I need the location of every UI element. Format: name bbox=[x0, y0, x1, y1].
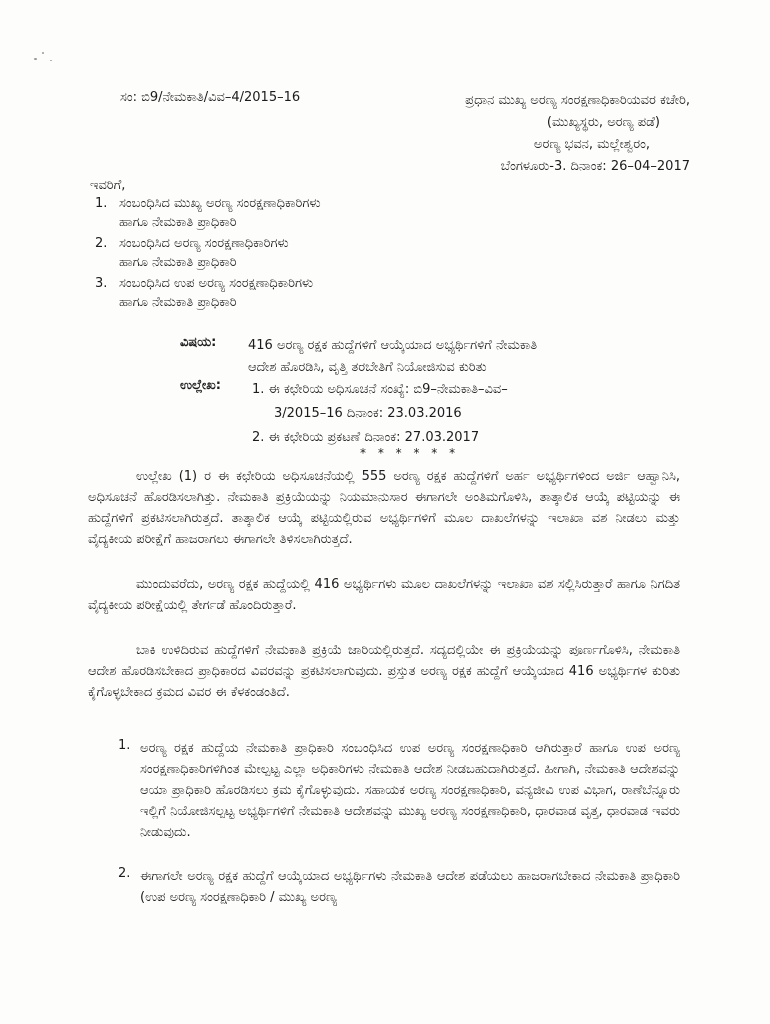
office-date-line: ಬೆಂಗಳೂರು-3. ದಿನಾಂಕ: 26–04–2017 bbox=[500, 159, 690, 174]
office-line: ಅರಣ್ಯ ಭವನ, ಮಲ್ಲೇಶ್ವರಂ, bbox=[533, 137, 650, 152]
paragraph-3 bbox=[88, 640, 680, 703]
recipient-number: 1. bbox=[95, 196, 108, 211]
office-address bbox=[390, 90, 690, 178]
recipient-number: 3. bbox=[95, 276, 108, 291]
recipient-2 bbox=[95, 236, 289, 270]
item-number: 1. bbox=[118, 738, 131, 753]
recipient-3 bbox=[95, 276, 313, 310]
office-line: (ಮುಖ್ಯಸ್ಥರು, ಅರಣ್ಯ ಪಡೆ) bbox=[546, 115, 660, 130]
recipient-number: 2. bbox=[95, 236, 108, 251]
paragraph-text: ಮುಂದುವರೆದು, ಅರಣ್ಯ ರಕ್ಷಕ ಹುದ್ದೆಯಲ್ಲಿ 416 ಅಭ್ಯರ್ಥಿಗಳು ಮೂಲ ದಾಖಲೆಗಳನ್ನು ಇಲಾಖಾ ವಶ ಸಲ್ಲಿಸಿರುತ್ತಾರೆ ಹಾಗೂ ನಿಗದಿತ ವೈದ್ಯಕೀಯ ಪರೀಕ್ಷೆಯಲ್ಲಿ ತೇರ್ಗಡೆ ಹೊಂದಿರುತ್ತಾರೆ. bbox=[88, 577, 680, 613]
list-item-1 bbox=[140, 738, 680, 843]
subject-line: ಆದೇಶ ಹೊರಡಿಸಿ, ವೃತ್ತಿ ತರಬೇತಿಗೆ ನಿಯೋಜಿಸುವ ಕುರಿತು bbox=[248, 360, 487, 375]
office-line: ಪ್ರಧಾನ ಮುಖ್ಯ ಅರಣ್ಯ ಸಂರಕ್ಷಣಾಧಿಕಾರಿಯವರ ಕಚೇರಿ, bbox=[465, 93, 690, 108]
scan-speck bbox=[34, 58, 37, 60]
reference-item: 3/2015–16 ದಿನಾಂಕ: 23.03.2016 bbox=[274, 406, 462, 421]
recipient-line: ಹಾಗೂ ನೇಮಕಾತಿ ಪ್ರಾಧಿಕಾರಿ bbox=[119, 215, 237, 230]
reference-item: 1. ಈ ಕಛೇರಿಯ ಅಧಿಸೂಚನೆ ಸಂಖ್ಯೆ: ಬಿ9–ನೇಮಕಾತಿ–ವಿವ– bbox=[252, 382, 508, 397]
paragraph-text: ಉಲ್ಲೇಖ (1) ರ ಈ ಕಛೇರಿಯ ಅಧಿಸೂಚನೆಯಲ್ಲಿ 555 ಅರಣ್ಯ ರಕ್ಷಕ ಹುದ್ದೆಗಳಿಗೆ ಅರ್ಹ ಅಭ್ಯರ್ಥಿಗಳಿಂದ ಅರ್ಜಿ ಆಹ್ವಾನಿಸಿ, ಅಧಿಸೂಚನೆ ಹೊರಡಿಸಲಾಗಿತ್ತು. ನೇಮಕಾತಿ ಪ್ರಕ್ರಿಯೆಯನ್ನು ನಿಯಮಾನುಸಾರ ಈಗಾಗಲೇ ಅಂತಿಮಗೊಳಿಸಿ, ತಾತ್ಕಾಲಿಕ ಆಯ್ಕೆ ಪಟ್ಟಿಯನ್ನು ಈ ಹುದ್ದೆಗಳಿಗೆ ಪ್ರಕಟಿಸಲಾಗಿರುತ್ತದೆ. ತಾತ್ಕಾಲಿಕ ಆಯ್ಕೆ ಪಟ್ಟಿಯಲ್ಲಿರುವ ಅಭ್ಯರ್ಥಿಗಳಿಗೆ ಮೂಲ ದಾಖಲೆಗಳನ್ನು ಇಲಾಖಾ ವಶ ನೀಡಲು ಮತ್ತು ವೈದ್ಯಕೀಯ ಪರೀಕ್ಷೆಗೆ ಹಾಜರಾಗಲು ಈಗಾಗಲೇ ತಿಳಿಸಲಾಗಿರುತ್ತದೆ. bbox=[88, 469, 680, 547]
subject-label: ವಿಷಯ: bbox=[180, 335, 217, 350]
list-item-text: ಈಗಾಗಲೇ ಅರಣ್ಯ ರಕ್ಷಕ ಹುದ್ದೆಗೆ ಆಯ್ಕೆಯಾದ ಅಭ್ಯರ್ಥಿಗಳು ನೇಮಕಾತಿ ಆದೇಶ ಪಡೆಯಲು ಹಾಜರಾಗಬೇಕಾದ ನೇಮಕಾತಿ ಪ್ರಾಧಿಕಾರಿ (ಉಪ ಅರಣ್ಯ ಸಂರಕ್ಷಣಾಧಿಕಾರಿ / ಮುಖ್ಯ ಅರಣ್ಯ bbox=[140, 869, 680, 905]
recipient-line: ಹಾಗೂ ನೇಮಕಾತಿ ಪ್ರಾಧಿಕಾರಿ bbox=[119, 255, 237, 270]
reference-list bbox=[252, 378, 508, 450]
recipient-line: ಸಂಬಂಧಿಸಿದ ಮುಖ್ಯ ಅರಣ್ಯ ಸಂರಕ್ಷಣಾಧಿಕಾರಿಗಳು bbox=[119, 196, 321, 211]
paragraph-2 bbox=[88, 574, 680, 616]
recipient-1 bbox=[95, 196, 321, 230]
recipient-line: ಸಂಬಂಧಿಸಿದ ಉಪ ಅರಣ್ಯ ಸಂರಕ್ಷಣಾಧಿಕಾರಿಗಳು bbox=[119, 276, 314, 291]
scan-speck bbox=[42, 52, 44, 54]
list-item-2 bbox=[140, 866, 680, 908]
item-number: 2. bbox=[118, 866, 131, 881]
separator-stars: * * * * * * bbox=[360, 446, 460, 460]
recipient-line: ಸಂಬಂಧಿಸಿದ ಅರಣ್ಯ ಸಂರಕ್ಷಣಾಧಿಕಾರಿಗಳು bbox=[119, 236, 289, 251]
reference-item: 2. ಈ ಕಛೇರಿಯ ಪ್ರಕಟಣೆ ದಿನಾಂಕ: 27.03.2017 bbox=[252, 430, 480, 445]
subject-line: 416 ಅರಣ್ಯ ರಕ್ಷಕ ಹುದ್ದೆಗಳಿಗೆ ಆಯ್ಕೆಯಾದ ಅಭ್ಯರ್ಥಿಗಳಿಗೆ ನೇಮಕಾತಿ bbox=[248, 338, 538, 353]
to-label: ಇವರಿಗೆ, bbox=[90, 178, 126, 193]
reference-label: ಉಲ್ಲೇಖ: bbox=[180, 378, 221, 393]
paragraph-1 bbox=[88, 466, 680, 550]
recipient-line: ಹಾಗೂ ನೇಮಕಾತಿ ಪ್ರಾಧಿಕಾರಿ bbox=[119, 295, 237, 310]
subject-text bbox=[248, 335, 537, 379]
list-item-text: ಅರಣ್ಯ ರಕ್ಷಕ ಹುದ್ದೆಯ ನೇಮಕಾತಿ ಪ್ರಾಧಿಕಾರಿ ಸಂಬಂಧಿಸಿದ ಉಪ ಅರಣ್ಯ ಸಂರಕ್ಷಣಾಧಿಕಾರಿ ಆಗಿರುತ್ತಾರೆ ಹಾಗೂ ಉಪ ಅರಣ್ಯ ಸಂರಕ್ಷಣಾಧಿಕಾರಿಗಳಿಗಿಂತ ಮೇಲ್ಪಟ್ಟ ಎಲ್ಲಾ ಅಧಿಕಾರಿಗಳು ನೇಮಕಾತಿ ಆದೇಶ ನೀಡಬಹುದಾಗಿರುತ್ತದೆ. ಹೀಗಾಗಿ, ನೇಮಕಾತಿ ಆದೇಶವನ್ನು ಆಯಾ ಪ್ರಾಧಿಕಾರಿ ಹೊರಡಿಸಲು ಕ್ರಮ ಕೈಗೊಳ್ಳುವುದು. ಸಹಾಯಕ ಅರಣ್ಯ ಸಂರಕ್ಷಣಾಧಿಕಾರಿ, ವನ್ಯಜೀವಿ ಉಪ ವಿಭಾಗ, ರಾಣೆಬೆನ್ನೂರು ಇಲ್ಲಿಗೆ ನಿಯೋಜಿಸಲ್ಪಟ್ಟ ಅಭ್ಯರ್ಥಿಗಳಿಗೆ ನೇಮಕಾತಿ ಆದೇಶವನ್ನು ಮುಖ್ಯ ಅರಣ್ಯ ಸಂರಕ್ಷಣಾಧಿಕಾರಿ, ಧಾರವಾಡ ವೃತ್ತ, ಧಾರವಾಡ ಇವರು ನೀಡುವುದು. bbox=[140, 741, 680, 840]
reference-number: ಸಂ: ಬಿ9/ನೇಮಕಾತಿ/ವಿವ–4/2015–16 bbox=[120, 90, 301, 105]
paragraph-text: ಬಾಕಿ ಉಳಿದಿರುವ ಹುದ್ದೆಗಳಿಗೆ ನೇಮಕಾತಿ ಪ್ರಕ್ರಿಯೆ ಜಾರಿಯಲ್ಲಿರುತ್ತದೆ. ಸದ್ಯದಲ್ಲಿಯೇ ಈ ಪ್ರಕ್ರಿಯೆಯನ್ನು ಪೂರ್ಣಗೊಳಿಸಿ, ನೇಮಕಾತಿ ಆದೇಶ ಹೊರಡಿಸಬೇಕಾದ ಪ್ರಾಧಿಕಾರದ ವಿವರವನ್ನು ಪ್ರಕಟಿಸಲಾಗುವುದು. ಪ್ರಸ್ತುತ ಅರಣ್ಯ ರಕ್ಷಕ ಹುದ್ದೆಗೆ ಆಯ್ಕೆಯಾದ 416 ಅಭ್ಯರ್ಥಿಗಳ ಕುರಿತು ಕೈಗೊಳ್ಳಬೇಕಾದ ಕ್ರಮದ ವಿವರ ಈ ಕೆಳಕಂಡಂತಿದೆ. bbox=[88, 643, 680, 700]
scan-speck bbox=[50, 60, 52, 61]
